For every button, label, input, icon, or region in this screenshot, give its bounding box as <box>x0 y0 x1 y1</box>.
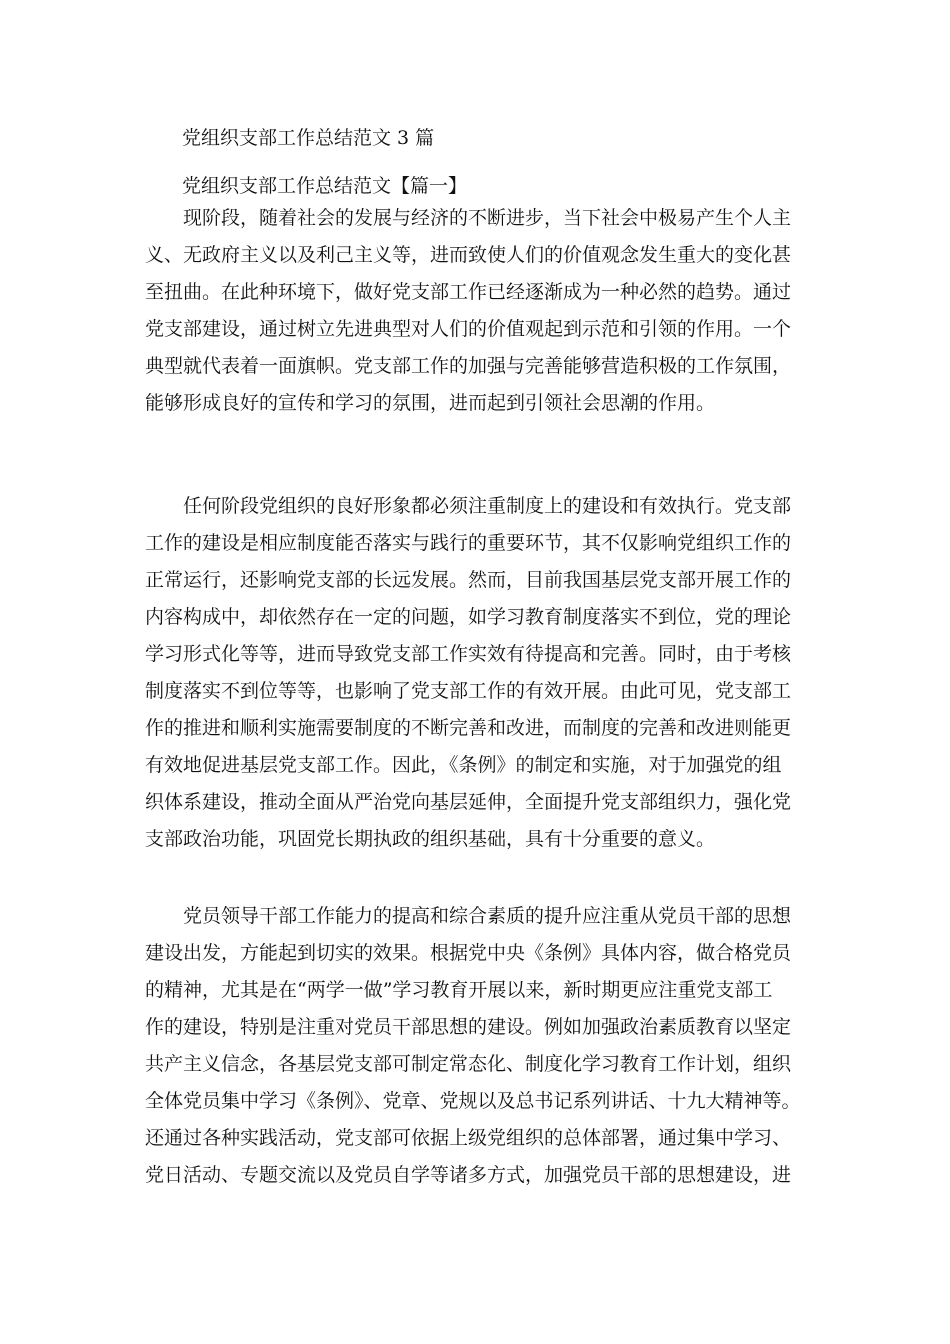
paragraph-line: 能够形成良好的宣传和学习的氛围，进而起到引领社会思潮的作用。 <box>145 392 716 414</box>
paragraph-line: 织体系建设，推动全面从严治党向基层延伸，全面提升党支部组织力，强化党 <box>145 791 792 813</box>
paragraph-line: 建设出发，方能起到切实的效果。根据党中央《条例》具体内容，做合格党员 <box>145 942 792 964</box>
document-title: 党组织支部工作总结范文 3 篇 <box>182 127 435 149</box>
section-heading: 党组织支部工作总结范文【篇一】 <box>182 175 468 197</box>
paragraph-line: 正常运行，还影响党支部的长远发展。然而，目前我国基层党支部开展工作的 <box>145 569 792 591</box>
paragraph-line: 有效地促进基层党支部工作。因此，《条例》的制定和实施，对于加强党的组 <box>145 754 782 776</box>
paragraph-line: 制度落实不到位等等，也影响了党支部工作的有效开展。由此可见，党支部工 <box>145 680 792 702</box>
paragraph-line: 作的建设，特别是注重对党员干部思想的建设。例如加强政治素质教育以坚定 <box>145 1016 792 1038</box>
paragraph-line: 工作的建设是相应制度能否落实与践行的重要环节，其不仅影响党组织工作的 <box>145 532 792 554</box>
paragraph-3 <box>145 898 825 1194</box>
paragraph-line: 学习形式化等等，进而导致党支部工作实效有待提高和完善。同时，由于考核 <box>145 643 792 665</box>
paragraph-line: 的精神，尤其是在“两学一做”学习教育开展以来，新时期更应注重党支部工 <box>145 979 773 1001</box>
paragraph-line: 任何阶段党组织的良好形象都必须注重制度上的建设和有效执行。党支部 <box>145 495 792 517</box>
paragraph-line: 支部政治功能，巩固党长期执政的组织基础，具有十分重要的意义。 <box>145 828 716 850</box>
paragraph-line: 作的推进和顺利实施需要制度的不断完善和改进，而制度的完善和改进则能更 <box>145 717 792 739</box>
paragraph-line: 党员领导干部工作能力的提高和综合素质的提升应注重从党员干部的思想 <box>145 905 792 927</box>
paragraph-line: 至扭曲。在此种环境下，做好党支部工作已经逐渐成为一种必然的趋势。通过 <box>145 281 792 303</box>
paragraph-line: 共产主义信念，各基层党支部可制定常态化、制度化学习教育工作计划，组织 <box>145 1053 792 1075</box>
paragraph-line: 现阶段，随着社会的发展与经济的不断进步，当下社会中极易产生个人主 <box>145 207 792 229</box>
paragraph-line: 党日活动、专题交流以及党员自学等诸多方式，加强党员干部的思想建设，进 <box>145 1164 792 1186</box>
paragraph-line: 义、无政府主义以及利己主义等，进而致使人们的价值观念发生重大的变化甚 <box>145 244 792 266</box>
paragraph-line: 还通过各种实践活动，党支部可依据上级党组织的总体部署，通过集中学习、 <box>145 1127 792 1149</box>
paragraph-line: 全体党员集中学习《条例》、党章、党规以及总书记系列讲话、十九大精神等。 <box>145 1090 801 1112</box>
paragraph-line: 党支部建设，通过树立先进典型对人们的价值观起到示范和引领的作用。一个 <box>145 318 792 340</box>
paragraph-1 <box>145 200 825 422</box>
paragraph-line: 典型就代表着一面旗帜。党支部工作的加强与完善能够营造积极的工作氛围， <box>145 355 792 377</box>
paragraph-line: 内容构成中，却依然存在一定的问题，如学习教育制度落实不到位，党的理论 <box>145 606 792 628</box>
paragraph-2 <box>145 488 825 858</box>
